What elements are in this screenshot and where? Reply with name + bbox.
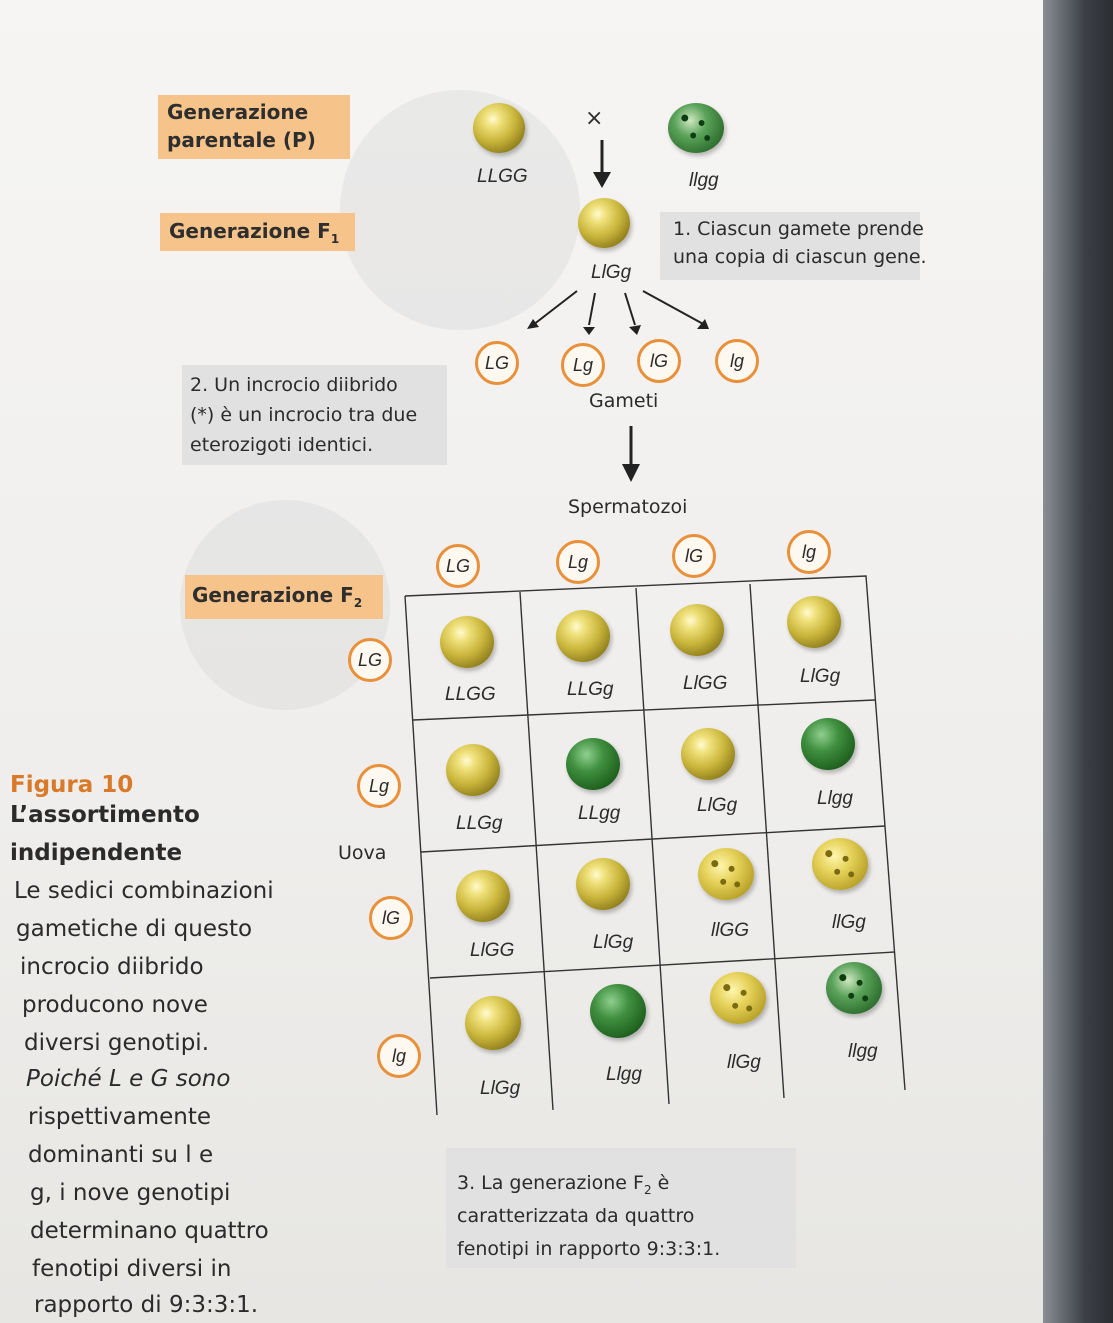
gamete-lg-double-recessive: lg [715,339,759,383]
egg-row-1: LG [348,638,392,682]
sidebar-line-12: rapporto di 9:3:3:1. [34,1292,259,1318]
f1-note-line1: 1. Ciascun gamete prende [673,218,924,240]
parental-label-line1: Generazione [167,100,309,124]
pea-cell-4-2 [590,984,646,1038]
note3-line3: fenotipi in rapporto 9:3:3:1. [457,1238,721,1260]
note3-line1-end: è [651,1172,670,1194]
sidebar-line-10: determinano quattro [30,1218,269,1244]
sidebar-line-4: producono nove [22,992,208,1018]
gamete-lg-upper: LG [475,341,519,385]
parent-genotype-left: LLGG [477,166,528,187]
note2-line1: 2. Un incrocio diibrido [190,374,398,396]
note2-line2: (*) è un incrocio tra due [190,404,418,426]
geno-cell-2-3: LlGg [697,795,738,816]
sidebar-line-1: Le sedici combinazioni [14,878,274,904]
sperm-col-4: lg [787,530,831,574]
pea-cell-1-1 [440,616,494,668]
geno-cell-3-3: llGG [711,920,749,941]
note3-line2: caratterizzata da quattro [457,1205,695,1227]
geno-cell-1-3: LlGG [683,673,728,694]
sidebar-title-line1: L’assortimento [10,802,200,828]
pea-cell-2-3 [681,728,735,780]
sidebar-line-3: incrocio diibrido [20,954,204,980]
geno-cell-1-1: LLGG [445,684,496,705]
sidebar-line-9: g, i nove genotipi [30,1180,231,1206]
pea-cell-1-2 [556,610,610,662]
pea-cell-3-2 [576,858,630,910]
f1-genotype: LlGg [591,262,632,283]
geno-cell-4-4: llgg [848,1041,878,1062]
geno-cell-4-3: llGg [727,1052,761,1073]
pea-cell-2-4 [801,718,855,770]
pea-cell-2-2 [566,738,620,790]
note2-line3: eterozigoti identici. [190,434,374,456]
geno-cell-4-1: LlGg [480,1078,521,1099]
parent-genotype-right: llgg [689,170,719,191]
f1-label-sub: 1 [330,232,340,246]
f2-label-text: Generazione F [192,583,354,607]
egg-row-2: Lg [357,764,401,808]
f2-label-sub: 2 [353,596,363,610]
geno-cell-3-2: LlGg [593,932,634,953]
note3-line1-sub: 2 [643,1182,652,1197]
pea-cell-2-1 [446,744,500,796]
sperm-col-1: LG [436,544,480,588]
cross-symbol: × [585,106,604,131]
geno-cell-1-4: LlGg [800,666,841,687]
f1-label-text: Generazione F [169,219,331,243]
eggs-label: Uova [338,842,387,864]
geno-cell-1-2: LLGg [567,679,614,700]
sidebar-line-2: gametiche di questo [16,916,253,942]
pea-cell-4-1 [465,996,521,1050]
sidebar-line-7: rispettivamente [28,1104,212,1130]
gamete-lg-lower-l: lG [637,339,681,383]
sperm-label: Spermatozoi [568,496,688,518]
geno-cell-2-2: LLgg [578,803,621,824]
geno-cell-4-2: Llgg [606,1064,642,1085]
sidebar-title-line2: indipendente [10,840,183,866]
pea-cell-3-3 [698,848,754,900]
gamete-lg-lower-g: Lg [561,343,605,387]
gametes-caption: Gameti [589,390,659,412]
figure-label: Figura 10 [10,772,134,798]
pea-cell-4-4 [826,962,882,1014]
sperm-col-2: Lg [556,540,600,584]
parental-label-line2: parentale (P) [167,128,316,152]
note3-line1 [457,1172,669,1197]
geno-cell-2-4: Llgg [817,788,853,809]
sidebar-line-8: dominanti su l e [28,1142,214,1168]
pea-cell-1-4 [787,596,841,648]
pea-cell-4-3 [710,972,766,1024]
pea-cell-3-4 [812,838,868,890]
sidebar-line-6: Poiché L e G sono [26,1066,231,1092]
egg-row-4: lg [377,1034,421,1078]
sidebar-line-5: diversi genotipi. [24,1030,209,1056]
sidebar-line-11: fenotipi diversi in [32,1256,232,1282]
geno-cell-3-1: LlGG [470,940,515,961]
f1-note-line2: una copia di ciascun gene. [673,246,927,268]
note3-line1-text: 3. La generazione F [457,1172,644,1194]
sperm-col-3: lG [672,534,716,578]
pea-cell-1-3 [670,604,724,656]
egg-row-3: lG [369,896,413,940]
geno-cell-2-1: LLGg [456,813,503,834]
pea-cell-3-1 [456,870,510,922]
geno-cell-3-4: llGg [832,912,866,933]
